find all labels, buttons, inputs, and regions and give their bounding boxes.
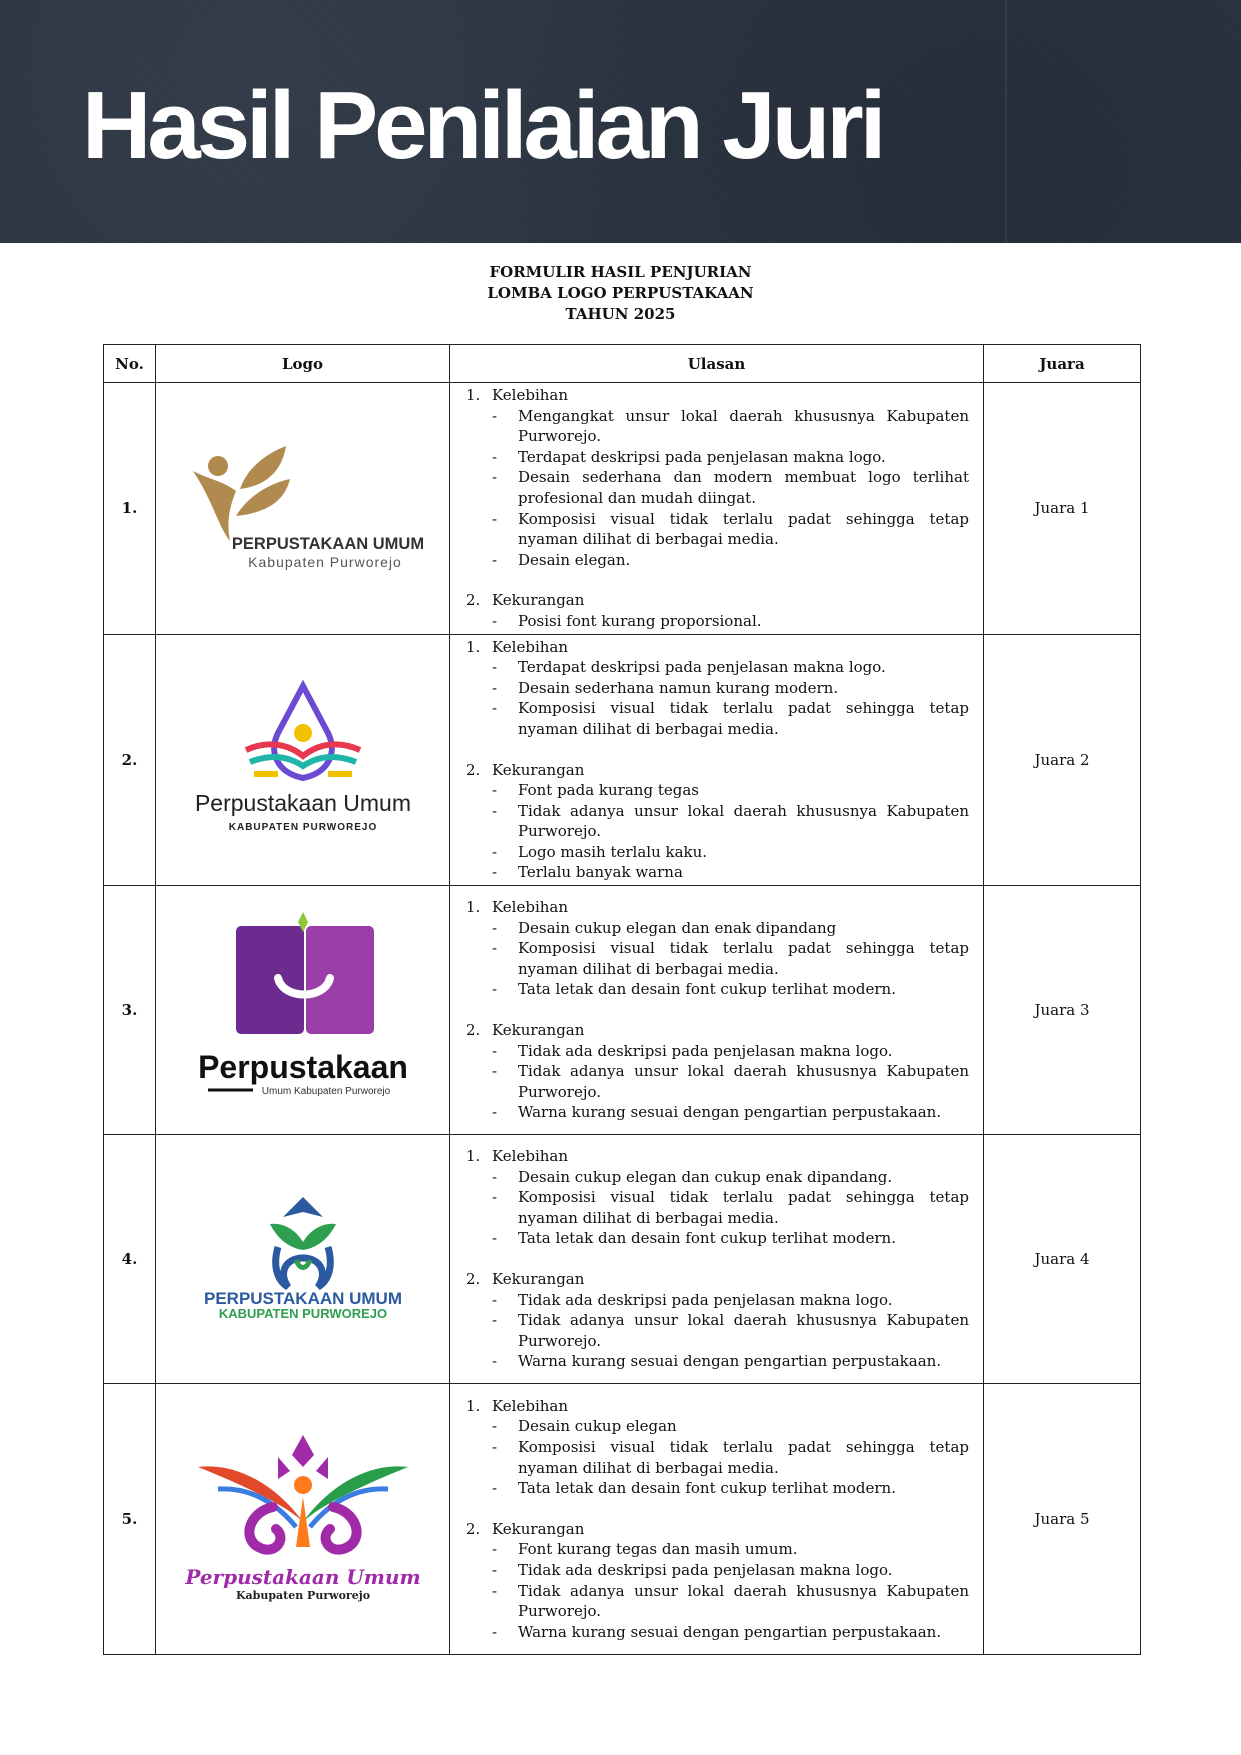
kelebihan-list [466,657,969,739]
kelebihan-section: 1. Kelebihan [466,1396,569,1415]
logo-5 [178,1427,428,1607]
kekurangan-list [466,611,969,632]
logo-cell [156,634,450,886]
logo-cell [156,1135,450,1384]
section-label: Kekurangan [492,1270,585,1289]
list-item: - Warna kurang sesuai dengan pengartian perpustakaan. [492,1103,942,1122]
section-label: Kekurangan [492,760,585,779]
list-item: - Komposisi visual tidak terlalu padat sehingga tetap nyaman dilihat di berbagai media. [492,699,969,738]
rank-cell: Juara 5 [984,1384,1141,1655]
review-cell [450,886,984,1135]
kelebihan-section: 1. Kelebihan [466,637,569,656]
list-item: - Tidak adanya unsur lokal daerah khususnya Kabupaten Purworejo. [492,1581,969,1621]
logo-subtitle: KABUPATEN PURWOREJO [218,1306,387,1322]
logo-subtitle: KABUPATEN PURWOREJO [228,821,377,833]
list-item: - Desain cukup elegan [492,1417,677,1436]
list-item: - Desain elegan. [492,550,631,569]
logo-subtitle: Umum Kabupaten Purworejo [261,1086,390,1098]
kekurangan-section: 2. Kekurangan [466,1270,585,1289]
list-item: - Font pada kurang tegas [492,781,699,800]
review-cell [450,1135,984,1384]
kekurangan-list [466,1539,969,1642]
row-number: 1. [104,383,156,635]
table-row [104,886,1141,1135]
logo-2 [178,678,428,838]
row-number: 4. [104,1135,156,1384]
list-item: - Warna kurang sesuai dengan pengartian perpustakaan. [492,1622,942,1641]
logo-name: Perpustakaan Umum [184,1565,421,1590]
section-label: Kekurangan [492,1519,585,1538]
purple-book-logo-icon [178,908,428,1108]
list-item: - Terdapat deskripsi pada penjelasan makna logo. [492,658,886,677]
list-item: - Posisi font kurang proporsional. [492,611,762,630]
page-header [0,0,1241,243]
list-item: - Tata letak dan desain font cukup terlihat modern. [492,980,896,999]
table-row [104,383,1141,635]
kelebihan-section: 1. Kelebihan [466,386,569,404]
kelebihan-list [466,918,969,1000]
section-label: Kelebihan [492,898,569,917]
section-label: Kelebihan [492,637,569,656]
logo-1 [178,441,428,571]
header-juara: Juara [984,345,1141,383]
list-item: - Desain cukup elegan dan enak dipandang [492,918,837,937]
logo-subtitle: Kabupaten Purworejo [235,1589,370,1603]
page-title: Hasil Penilaian Juri [82,72,883,179]
review-cell [450,1384,984,1655]
section-label: Kekurangan [492,1021,585,1040]
logo-4 [178,1192,428,1322]
review-cell [450,383,984,635]
logo-3 [178,908,428,1108]
list-item: - Tidak adanya unsur lokal daerah khususnya Kabupaten Purworejo. [492,1311,969,1350]
gold-leaf-logo-icon [178,441,428,571]
kekurangan-list [466,1041,969,1123]
form-title [0,262,1241,325]
row-number: 3. [104,886,156,1135]
logo-name: PERPUSTAKAAN UMUM [203,1289,402,1309]
list-item: - Tidak ada deskripsi pada penjelasan makna logo. [492,1290,893,1309]
list-item: - Tata letak dan desain font cukup terlihat modern. [492,1229,896,1248]
header-ulasan: Ulasan [450,345,984,383]
kekurangan-section: 2. Kekurangan [466,760,585,779]
row-number: 5. [104,1384,156,1655]
list-item: - Warna kurang sesuai dengan pengartian perpustakaan. [492,1352,942,1371]
rank-cell: Juara 3 [984,886,1141,1135]
kelebihan-section: 1. Kelebihan [466,1147,569,1166]
logo-name: Perpustakaan [197,1049,408,1086]
list-item: - Tidak ada deskripsi pada penjelasan makna logo. [492,1560,893,1579]
green-blue-logo-icon [178,1192,428,1322]
list-item: - Desain sederhana dan modern membuat logo terlihat profesional dan mudah diingat. [492,468,969,507]
logo-name: PERPUSTAKAAN UMUM [231,535,424,554]
list-item: - Komposisi visual tidak terlalu padat sehingga tetap nyaman dilihat di berbagai media. [492,1437,969,1477]
list-item: - Terdapat deskripsi pada penjelasan makna logo. [492,447,886,466]
table-row [104,1384,1141,1655]
list-item: - Mengangkat unsur lokal daerah khususnya Kabupaten Purworejo. [492,406,969,446]
table-row [104,634,1141,886]
list-item: - Komposisi visual tidak terlalu padat sehingga tetap nyaman dilihat di berbagai media. [492,509,969,549]
list-item: - Font kurang tegas dan masih umum. [492,1540,798,1559]
kelebihan-section: 1. Kelebihan [466,898,569,917]
form-title-line: FORMULIR HASIL PENJURIAN [489,263,752,281]
logo-name: Perpustakaan Umum [194,789,411,816]
logo-cell [156,1384,450,1655]
rank-cell: Juara 4 [984,1135,1141,1384]
logo-cell [156,383,450,635]
form-title-line: LOMBA LOGO PERPUSTAKAAN [487,284,754,302]
list-item: - Tidak adanya unsur lokal daerah khususnya Kabupaten Purworejo. [492,1062,969,1101]
results-table [103,344,1141,1655]
kekurangan-list [466,1290,969,1372]
rank-cell: Juara 2 [984,634,1141,886]
kelebihan-list [466,1416,969,1498]
kekurangan-section: 2. Kekurangan [466,1021,585,1040]
kelebihan-list [466,1167,969,1249]
list-item: - Logo masih terlalu kaku. [492,842,708,861]
logo-subtitle: Kabupaten Purworejo [247,554,402,571]
background-seam [1005,0,1007,243]
section-label: Kelebihan [492,1396,569,1415]
list-item: - Desain cukup elegan dan cukup enak dipandang. [492,1167,893,1186]
kekurangan-section: 2. Kekurangan [466,591,585,610]
row-number: 2. [104,634,156,886]
logo-cell [156,886,450,1135]
list-item: - Tidak ada deskripsi pada penjelasan makna logo. [492,1041,893,1060]
review-cell [450,634,984,886]
form-title-line: TAHUN 2025 [565,305,676,323]
kekurangan-list [466,780,969,883]
header-no: No. [104,345,156,383]
list-item: - Terlalu banyak warna [492,863,683,882]
list-item: - Komposisi visual tidak terlalu padat sehingga tetap nyaman dilihat di berbagai media. [492,939,969,978]
section-label: Kekurangan [492,591,585,610]
colorful-wings-logo-icon [178,1427,428,1607]
list-item: - Tidak adanya unsur lokal daerah khususnya Kabupaten Purworejo. [492,801,969,841]
table-header-row [104,345,1141,383]
header-logo: Logo [156,345,450,383]
section-label: Kelebihan [492,386,569,404]
drop-book-logo-icon [178,678,428,838]
table-row [104,1135,1141,1384]
section-label: Kelebihan [492,1147,569,1166]
list-item: - Desain sederhana namun kurang modern. [492,678,839,697]
list-item: - Komposisi visual tidak terlalu padat sehingga tetap nyaman dilihat di berbagai media. [492,1188,969,1227]
kelebihan-list [466,406,969,571]
rank-cell: Juara 1 [984,383,1141,635]
list-item: - Tata letak dan desain font cukup terlihat modern. [492,1479,896,1498]
kekurangan-section: 2. Kekurangan [466,1519,585,1538]
